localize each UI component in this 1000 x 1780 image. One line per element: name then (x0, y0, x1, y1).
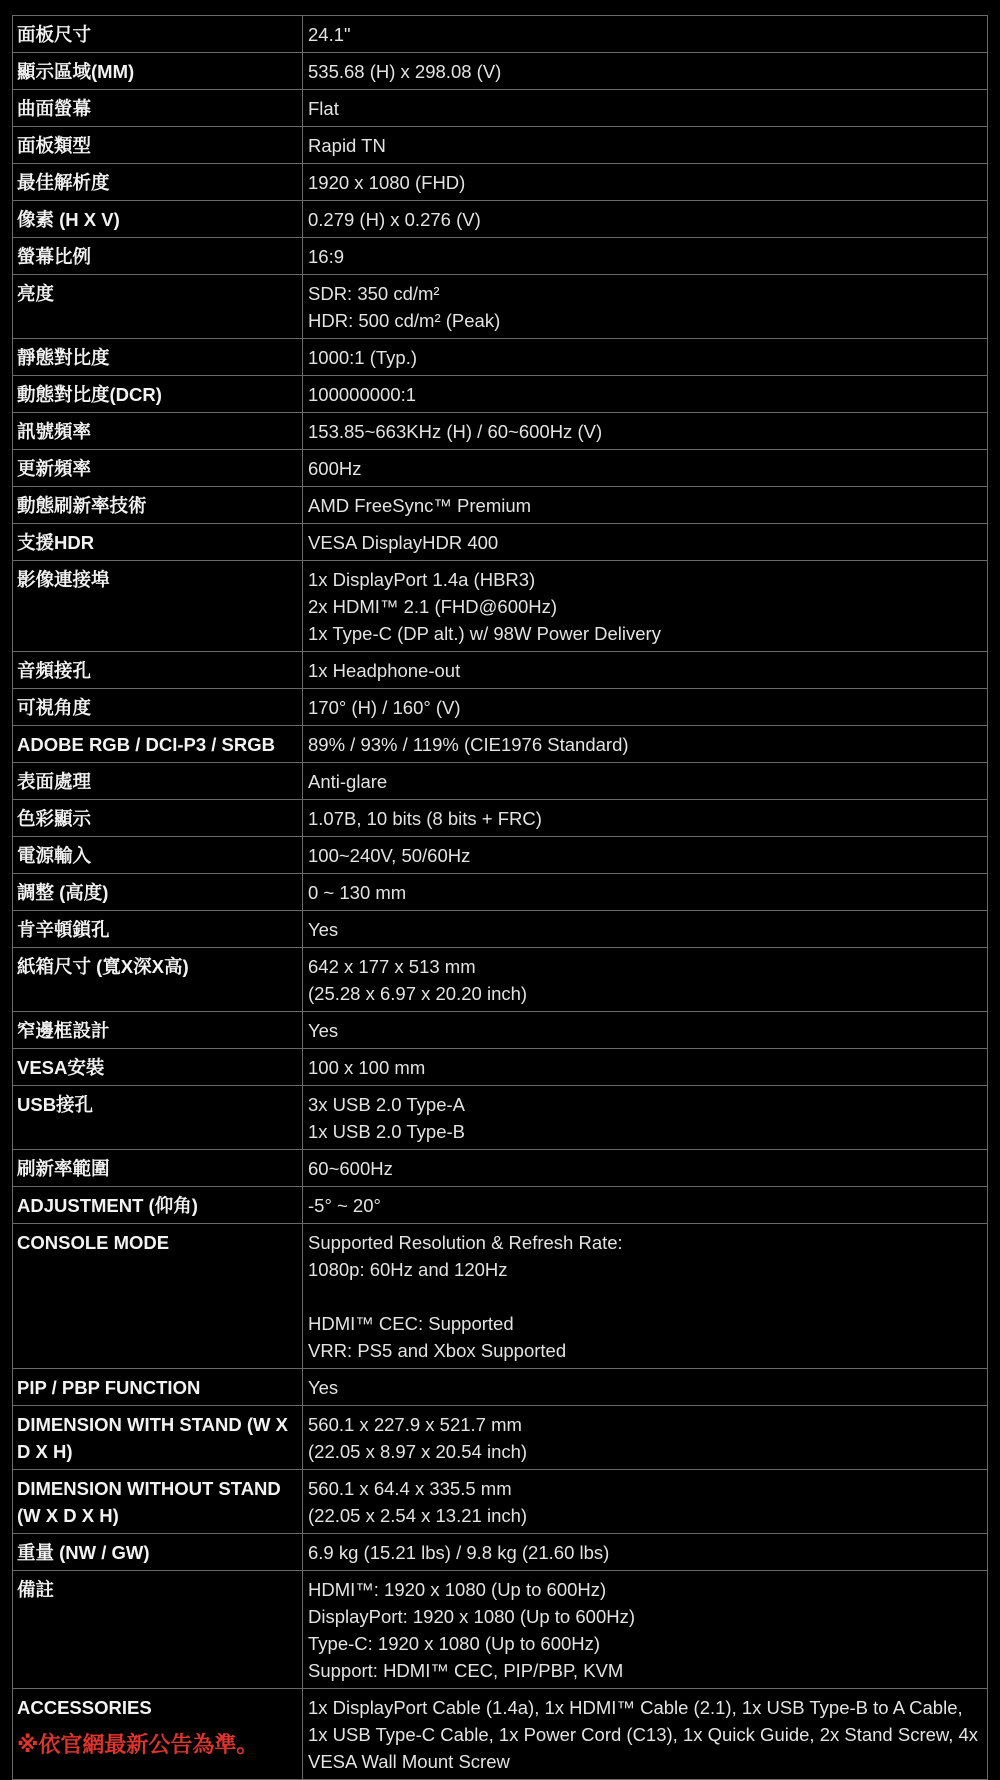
spec-value-line: 0.279 (H) x 0.276 (V) (308, 209, 481, 230)
spec-label-text: 面板類型 (17, 135, 92, 156)
spec-row (12, 1571, 988, 1689)
spec-value (303, 763, 987, 799)
spec-value (303, 127, 987, 163)
spec-value (303, 1571, 987, 1688)
spec-row (12, 275, 988, 339)
spec-value-line: 3x USB 2.0 Type-A (308, 1094, 465, 1115)
spec-label (13, 90, 303, 126)
spec-label (13, 450, 303, 486)
spec-label-text: 表面處理 (17, 771, 92, 792)
spec-label (13, 524, 303, 560)
spec-value-line: 89% / 93% / 119% (CIE1976 Standard) (308, 734, 629, 755)
spec-value-line: 0 ~ 130 mm (308, 882, 407, 903)
spec-label (13, 339, 303, 375)
spec-row (12, 524, 988, 561)
spec-label (13, 16, 303, 52)
spec-label (13, 1689, 303, 1779)
spec-row (12, 911, 988, 948)
spec-label-text: 音頻接孔 (17, 660, 92, 681)
spec-value-line: HDR: 500 cd/m² (Peak) (308, 310, 501, 331)
spec-row (12, 874, 988, 911)
spec-label-text: 曲面螢幕 (17, 98, 92, 119)
spec-value (303, 1369, 987, 1405)
spec-value (303, 1187, 987, 1223)
spec-value (303, 53, 987, 89)
spec-value-line: 1.07B, 10 bits (8 bits + FRC) (308, 808, 542, 829)
spec-row (12, 1224, 988, 1369)
spec-value-line: DisplayPort: 1920 x 1080 (Up to 600Hz) (308, 1606, 636, 1627)
spec-label-text: 像素 (H X V) (17, 209, 120, 230)
spec-value-line: 1x Type-C (DP alt.) w/ 98W Power Delivery (308, 623, 661, 644)
spec-row (12, 1470, 988, 1534)
spec-label (13, 201, 303, 237)
spec-value-line: 535.68 (H) x 298.08 (V) (308, 61, 502, 82)
spec-row (12, 1049, 988, 1086)
spec-label-text: 重量 (NW / GW) (17, 1542, 150, 1563)
spec-label-text: 亮度 (17, 283, 55, 304)
spec-value (303, 948, 987, 1011)
spec-row (12, 376, 988, 413)
spec-value-line: 600Hz (308, 458, 362, 479)
spec-row (12, 1534, 988, 1571)
spec-value (303, 561, 987, 651)
spec-value (303, 201, 987, 237)
spec-value-line: Rapid TN (308, 135, 386, 156)
spec-label (13, 652, 303, 688)
spec-label (13, 53, 303, 89)
spec-value (303, 911, 987, 947)
spec-value (303, 413, 987, 449)
spec-label (13, 874, 303, 910)
spec-value-line: 100000000:1 (308, 384, 417, 405)
notice-text: ※依官網最新公告為準。 (17, 1732, 259, 1757)
spec-label-text: 窄邊框設計 (17, 1020, 110, 1041)
spec-value-line: 16:9 (308, 246, 345, 267)
spec-row (12, 238, 988, 275)
spec-label-text: ADOBE RGB / DCI-P3 / SRGB (17, 734, 275, 755)
spec-label (13, 689, 303, 725)
spec-label-text: ACCESSORIES (17, 1697, 152, 1718)
spec-value-line: 560.1 x 64.4 x 335.5 mm (308, 1478, 512, 1499)
spec-value (303, 376, 987, 412)
spec-label (13, 911, 303, 947)
spec-value (303, 16, 987, 52)
spec-row (12, 652, 988, 689)
spec-row (12, 1187, 988, 1224)
spec-value (303, 1406, 987, 1469)
spec-label-text: 支援HDR (17, 532, 95, 553)
spec-value (303, 275, 987, 338)
spec-label (13, 1086, 303, 1149)
spec-row (12, 450, 988, 487)
spec-value (303, 524, 987, 560)
spec-value (303, 339, 987, 375)
spec-label (13, 800, 303, 836)
spec-value (303, 652, 987, 688)
spec-label-text: 訊號頻率 (17, 421, 92, 442)
spec-value (303, 90, 987, 126)
spec-label-text: USB接孔 (17, 1094, 94, 1115)
spec-value (303, 164, 987, 200)
spec-value (303, 1534, 987, 1570)
spec-value-line: 560.1 x 227.9 x 521.7 mm (308, 1414, 522, 1435)
spec-value (303, 487, 987, 523)
spec-value-line: 1x USB 2.0 Type-B (308, 1121, 465, 1142)
spec-label-text: 面板尺寸 (17, 24, 92, 45)
spec-row (12, 16, 988, 53)
spec-row (12, 1369, 988, 1406)
spec-label (13, 127, 303, 163)
spec-value-line (308, 1283, 983, 1310)
spec-value-line: (22.05 x 2.54 x 13.21 inch) (308, 1505, 528, 1526)
spec-label (13, 1187, 303, 1223)
spec-value (303, 1224, 987, 1368)
spec-row (12, 127, 988, 164)
spec-label-text: 色彩顯示 (17, 808, 92, 829)
spec-label (13, 837, 303, 873)
spec-label (13, 561, 303, 651)
spec-value-line: VESA DisplayHDR 400 (308, 532, 499, 553)
spec-row (12, 201, 988, 238)
spec-label-text: DIMENSION WITHOUT STAND (W X D X H) (17, 1478, 281, 1526)
spec-label (13, 1049, 303, 1085)
spec-label-text: 最佳解析度 (17, 172, 110, 193)
spec-label (13, 726, 303, 762)
spec-label-text: VESA安裝 (17, 1057, 105, 1078)
spec-label (13, 1571, 303, 1688)
spec-value (303, 689, 987, 725)
spec-value-line: Anti-glare (308, 771, 388, 792)
spec-value-line: Yes (308, 1377, 339, 1398)
spec-label (13, 1369, 303, 1405)
spec-value (303, 1150, 987, 1186)
spec-label-text: 備註 (17, 1579, 55, 1600)
spec-value-line: -5° ~ 20° (308, 1195, 381, 1216)
spec-value (303, 1086, 987, 1149)
spec-label-text: 肯辛頓鎖孔 (17, 919, 110, 940)
spec-label-text: 動態對比度(DCR) (17, 384, 162, 405)
spec-label (13, 413, 303, 449)
spec-label-text: 可視角度 (17, 697, 92, 718)
spec-value-line: 24.1" (308, 24, 351, 45)
spec-value-line: 1000:1 (Typ.) (308, 347, 418, 368)
spec-value-line: 60~600Hz (308, 1158, 393, 1179)
spec-row (12, 561, 988, 652)
spec-value-line: 642 x 177 x 513 mm (308, 956, 476, 977)
spec-value (303, 726, 987, 762)
spec-row (12, 53, 988, 90)
spec-row (12, 689, 988, 726)
spec-label (13, 1534, 303, 1570)
spec-value (303, 1012, 987, 1048)
spec-row (12, 339, 988, 376)
spec-label (13, 1470, 303, 1533)
spec-label (13, 948, 303, 1011)
spec-value-line: 2x HDMI™ 2.1 (FHD@600Hz) (308, 596, 558, 617)
spec-label-text: 動態刷新率技術 (17, 495, 147, 516)
spec-row (12, 763, 988, 800)
spec-label-text: 紙箱尺寸 (寬X深X高) (17, 956, 189, 977)
spec-row (12, 837, 988, 874)
spec-value (303, 800, 987, 836)
spec-value (303, 1049, 987, 1085)
spec-value-line: (25.28 x 6.97 x 20.20 inch) (308, 983, 528, 1004)
spec-row (12, 1012, 988, 1049)
spec-value-line: AMD FreeSync™ Premium (308, 495, 532, 516)
spec-label-text: 靜態對比度 (17, 347, 110, 368)
spec-value-line: VRR: PS5 and Xbox Supported (308, 1340, 567, 1361)
spec-row (12, 164, 988, 201)
spec-value-line: HDMI™: 1920 x 1080 (Up to 600Hz) (308, 1579, 607, 1600)
spec-label-text: 螢幕比例 (17, 246, 92, 267)
spec-label (13, 487, 303, 523)
spec-label-text: 電源輸入 (17, 845, 92, 866)
spec-value-line: 170° (H) / 160° (V) (308, 697, 461, 718)
spec-label-text: CONSOLE MODE (17, 1232, 170, 1253)
spec-value-line: 1920 x 1080 (FHD) (308, 172, 466, 193)
spec-value-line: 6.9 kg (15.21 lbs) / 9.8 kg (21.60 lbs) (308, 1542, 610, 1563)
spec-row (12, 413, 988, 450)
spec-row (12, 948, 988, 1012)
spec-value (303, 238, 987, 274)
spec-value-line: Yes (308, 919, 339, 940)
spec-row (12, 487, 988, 524)
spec-value (303, 1470, 987, 1533)
spec-row (12, 800, 988, 837)
spec-label (13, 1012, 303, 1048)
spec-label (13, 275, 303, 338)
spec-value-line: Type-C: 1920 x 1080 (Up to 600Hz) (308, 1633, 601, 1654)
spec-label (13, 1150, 303, 1186)
spec-label-text: 更新頻率 (17, 458, 92, 479)
spec-label (13, 1224, 303, 1368)
spec-value (303, 450, 987, 486)
spec-label-text: 影像連接埠 (17, 569, 110, 590)
spec-value-line: Support: HDMI™ CEC, PIP/PBP, KVM (308, 1660, 624, 1681)
spec-label (13, 1406, 303, 1469)
spec-label (13, 238, 303, 274)
spec-row (12, 1689, 988, 1780)
spec-row (12, 1406, 988, 1470)
spec-value-line: Supported Resolution & Refresh Rate: (308, 1232, 623, 1253)
spec-label-text: PIP / PBP FUNCTION (17, 1377, 201, 1398)
spec-row (12, 1150, 988, 1187)
spec-label-text: 顯示區域(MM) (17, 61, 135, 82)
spec-label-text: DIMENSION WITH STAND (W X D X H) (17, 1414, 288, 1462)
spec-value-line: (22.05 x 8.97 x 20.54 inch) (308, 1441, 528, 1462)
spec-label-text: 刷新率範圍 (17, 1158, 110, 1179)
spec-value-line: 1x Headphone-out (308, 660, 461, 681)
spec-value (303, 874, 987, 910)
spec-label-text: ADJUSTMENT (仰角) (17, 1195, 198, 1216)
spec-value-line: 1080p: 60Hz and 120Hz (308, 1259, 508, 1280)
spec-value-line: 100~240V, 50/60Hz (308, 845, 471, 866)
spec-value-line: Flat (308, 98, 339, 119)
spec-label (13, 763, 303, 799)
spec-label (13, 376, 303, 412)
spec-label-text: 調整 (高度) (17, 882, 109, 903)
spec-value-line: Yes (308, 1020, 339, 1041)
spec-value-line: 153.85~663KHz (H) / 60~600Hz (V) (308, 421, 603, 442)
spec-row (12, 726, 988, 763)
spec-label (13, 164, 303, 200)
spec-table (12, 15, 988, 1780)
spec-row (12, 1086, 988, 1150)
spec-value-line: 1x DisplayPort Cable (1.4a), 1x HDMI™ Cable (2.1), 1x USB Type-B to A Cable, 1x USB Type-C Cable, 1x Power Cord (C13), 1x Quick Guide, 2x Stand Screw, 4x VESA Wall Mount Screw (308, 1697, 984, 1772)
spec-value-line: HDMI™ CEC: Supported (308, 1313, 514, 1334)
spec-value-line: 1x DisplayPort 1.4a (HBR3) (308, 569, 536, 590)
spec-row (12, 90, 988, 127)
spec-value (303, 837, 987, 873)
spec-value (303, 1689, 987, 1779)
spec-value-line: 100 x 100 mm (308, 1057, 426, 1078)
spec-value-line: SDR: 350 cd/m² (308, 283, 440, 304)
